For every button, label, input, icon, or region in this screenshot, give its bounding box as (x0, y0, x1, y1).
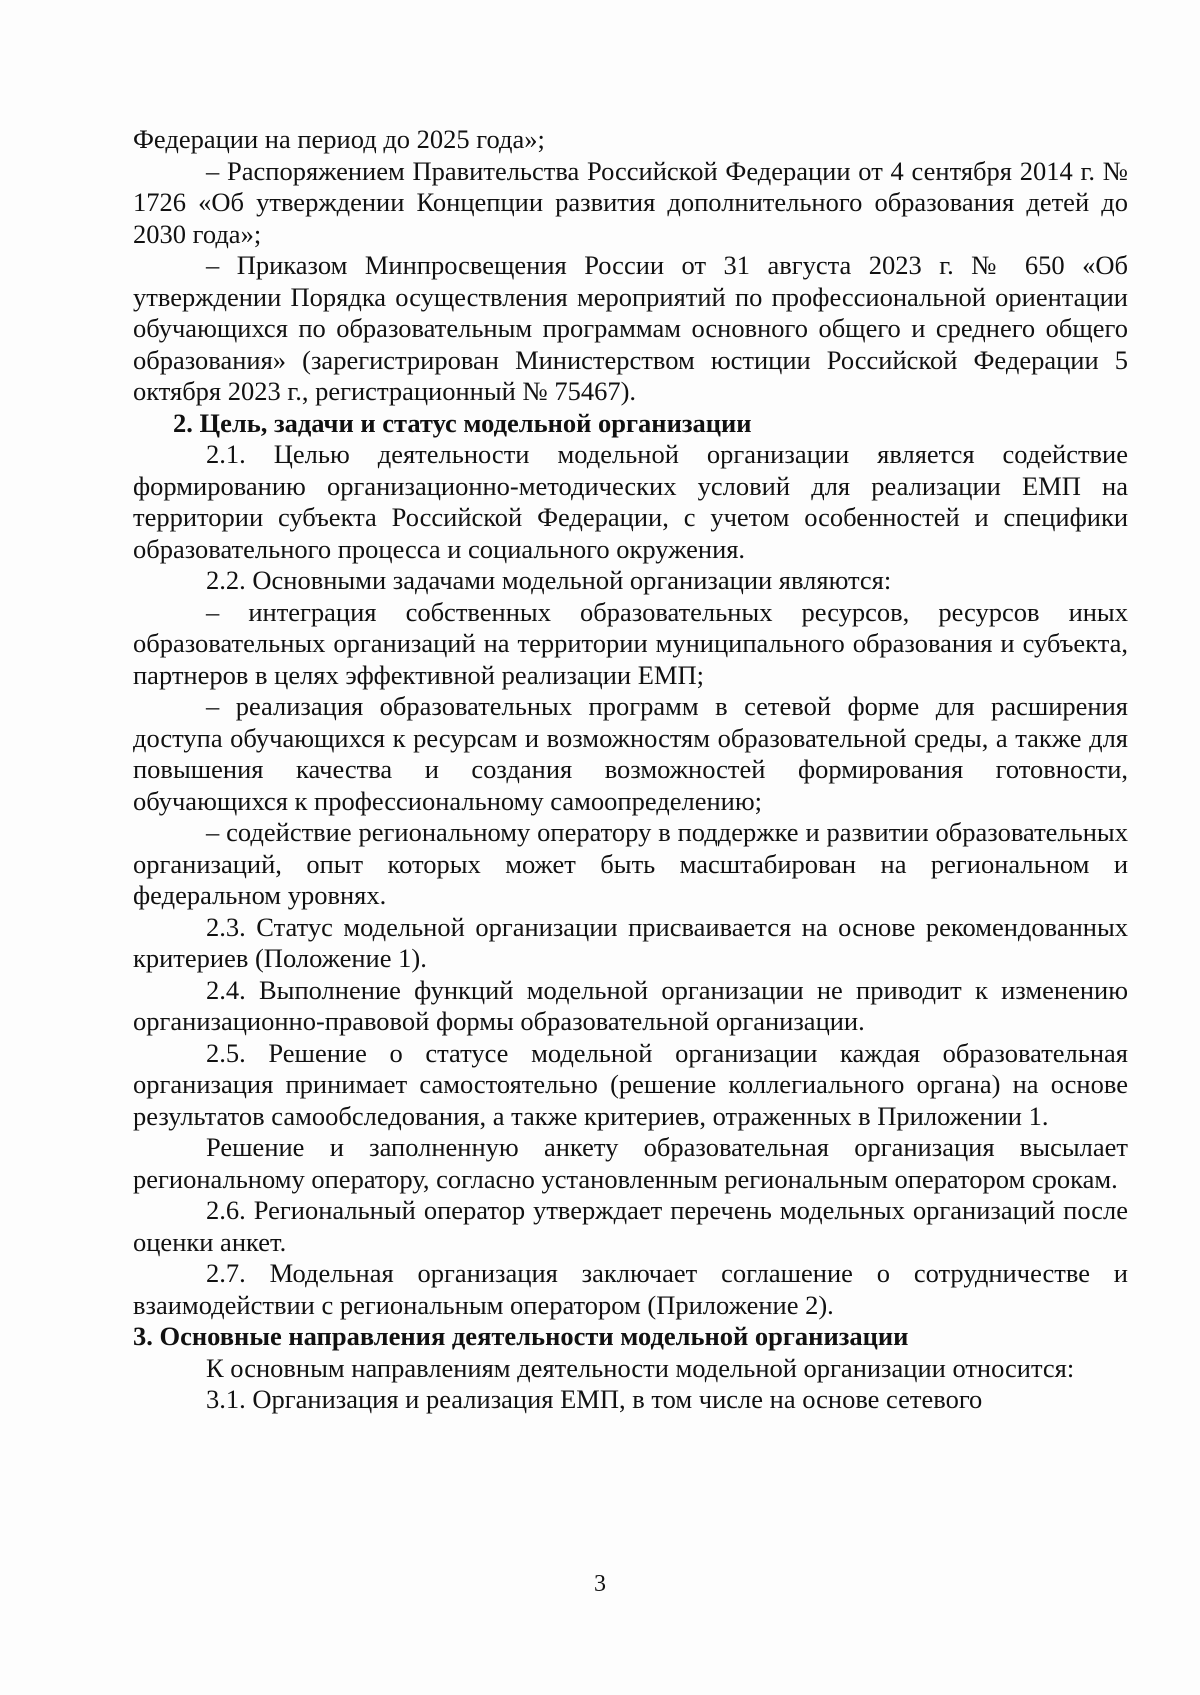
task-item-integration: – интеграция собственных образовательных ресурсов, ресурсов иных образовательных организаций на территории муниципального образования и субъекта, партнеров в целях эффективной реализации ЕМП; (133, 596, 1128, 690)
task-item-network-programs: – реализация образовательных программ в сетевой форме для расширения доступа обучающихся к ресурсам и возможностям образовательной среды, а также для повышения качества и создания возможностей формирования готовности, обучающихся к профессиональному самоопределению; (133, 691, 1128, 816)
clause-3-1: 3.1. Организация и реализация ЕМП, в том числе на основе сетевого (206, 1384, 983, 1414)
clause-2-5: 2.5. Решение о статусе модельной организации каждая образовательная организация принимает самостоятельно (решение коллегиального органа) на основе результатов самообследования, а также критериев, отраженных в Приложении 1. (133, 1037, 1128, 1131)
paragraph-continuation: Федерации на период до 2025 года»; (133, 124, 545, 154)
clause-2-3: 2.3. Статус модельной организации присваивается на основе рекомендованных критериев (Положение 1). (133, 911, 1128, 973)
list-item-government-order: – Распоряжением Правительства Российской Федерации от 4 сентября 2014 г. № 1726 «Об утверждении Концепции развития дополнительного образования детей до 2030 года»; (133, 155, 1128, 249)
clause-2-6: 2.6. Региональный оператор утверждает перечень модельных организаций после оценки анкет. (133, 1195, 1128, 1257)
list-item-ministry-order: – Приказом Минпросвещения России от 31 августа 2023 г. № 650 «Об утверждении Порядка осуществления мероприятий по профессиональной ориентации обучающихся по образовательным программам основного общего и среднего общего образования» (зарегистрирован Министерством юстиции Российской Федерации 5 октября 2023 г., регистрационный № 75467). (133, 250, 1128, 406)
section-heading-3: 3. Основные направления деятельности модельной организации (133, 1321, 909, 1351)
section-3-intro: К основным направлениям деятельности модельной организации относится: (206, 1352, 1075, 1383)
document-body (133, 124, 1128, 1416)
task-item-operator-support: – содействие региональному оператору в поддержке и развитии образовательных организаций, опыт которых может быть масштабирован на региональном и федеральном уровнях. (133, 817, 1128, 910)
clause-2-7: 2.7. Модельная организация заключает соглашение о сотрудничестве и взаимодействии с региональным оператором (Приложение 2). (133, 1258, 1128, 1320)
clause-2-4: 2.4. Выполнение функций модельной организации не приводит к изменению организационно-правовой формы образовательной организации. (133, 974, 1128, 1036)
section-heading-2: 2. Цель, задачи и статус модельной организации (173, 407, 752, 438)
clause-2-1: 2.1. Целью деятельности модельной организации является содействие формированию организационно-методических условий для реализации ЕМП на территории субъекта Российской Федерации, с учетом особенностей и специфики образовательного процесса и социального окружения. (133, 439, 1128, 564)
page-number: 3 (594, 1571, 606, 1597)
clause-2-5-continued: Решение и заполненную анкету образовательная организация высылает региональному оператору, согласно установленным региональным оператором срокам. (133, 1132, 1128, 1194)
clause-2-2: 2.2. Основными задачами модельной организации являются: (206, 565, 892, 595)
